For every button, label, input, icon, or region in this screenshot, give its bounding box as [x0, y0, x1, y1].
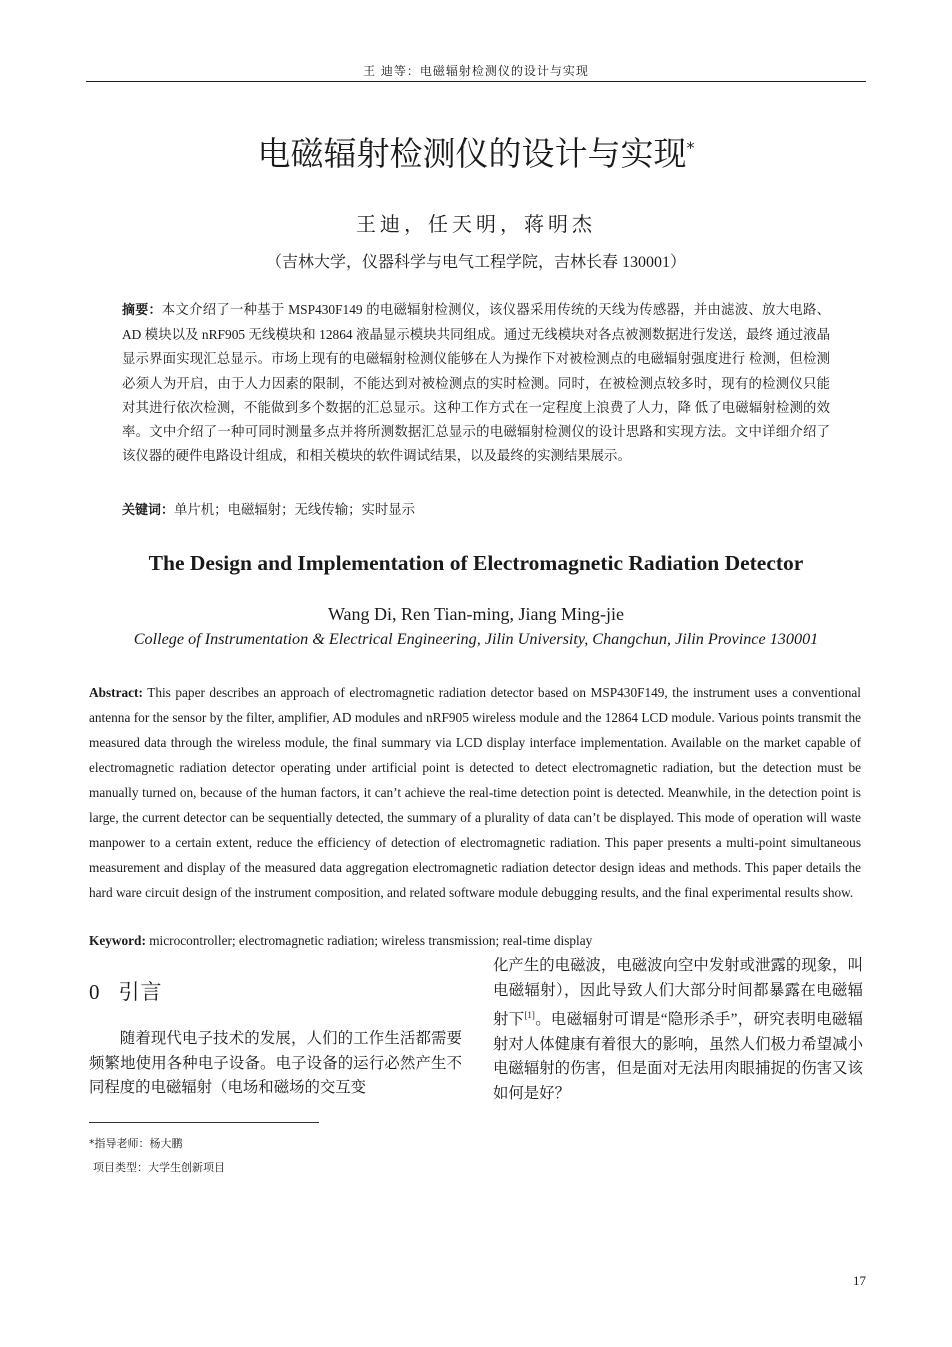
abstract-english	[89, 680, 861, 905]
title-footnote-mark: *	[686, 138, 695, 157]
paper-title-text: 电磁辐射检测仪的设计与实现	[257, 134, 687, 173]
keywords-chinese-text: 单片机；电磁辐射；无线传输；实时显示	[174, 502, 416, 517]
keywords-english-label: Keyword:	[89, 933, 146, 948]
abstract-chinese-label: 摘要：	[122, 303, 162, 318]
running-header: 王 迪等：电磁辐射检测仪的设计与实现	[363, 64, 589, 78]
paper-title	[86, 128, 866, 175]
abstract-english-text: This paper describes an approach of electromagnetic radiation detector based on MSP430F149, the instrument uses a conventional antenna for the sensor by the filter, amplifier, AD modules and nRF905 wireless module and the 12864 LCD module. Various points transmit the measured data through the wireless module, the final summary via LCD display interface implementation. Available on the market capable of electromagnetic radiation detector operating under artificial point is detected to detect electromagnetic radiation, but the detection must be manually turned on, because of the human factors, it can’t achieve the real-time detection point is detected. Meanwhile, in the detection point is large, the current detector can be sequentially detected, the summary of a plurality of data can’t be displayed. This mode of operation will waste manpower to a certain extent, reduce the efficiency of detection of electromagnetic radiation. This paper presents a multi-point simultaneous measurement and display of the measured data aggregation electromagnetic radiation detector design ideas and methods. This paper details the hard ware circuit design of the instrument composition, and related software module debugging results, and the final experimental results show.	[89, 685, 861, 900]
footnote-divider	[89, 1122, 319, 1123]
section-number: 0	[89, 980, 101, 1004]
section-title: 引言	[118, 980, 163, 1004]
paper-title-english: The Design and Implementation of Electromagnetic Radiation Detector	[148, 551, 804, 575]
body-text-after-citation: 。电磁辐射可谓是“隐形杀手”，研究表明电磁辐射对人体健康有着很大的影响，虽然人们极力希望减小电磁辐射的伤害，但是面对无法用肉眼捕捉的伤害又该如何是好？	[493, 1011, 863, 1102]
body-column-left	[89, 1027, 462, 1101]
body-paragraph-left: 随着现代电子技术的发展，人们的工作生活都需要频繁地使用各种电子设备。电子设备的运行必然产生不同程度的电磁辐射（电场和磁场的交互变	[89, 1030, 462, 1096]
keywords-english-text: microcontroller; electromagnetic radiation; wireless transmission; real-time display	[145, 933, 593, 948]
affiliation-english: College of Instrumentation & Electrical Engineering, Jilin University, Changchun, Jilin Province 130001	[133, 630, 819, 648]
affiliation-chinese: （吉林大学，仪器科学与电气工程学院，吉林长春 130001）	[265, 254, 686, 271]
footnote-advisor: *指导老师：杨大鹏	[89, 1137, 183, 1150]
body-text-before-citation: 化产生的电磁波，电磁波向空中发射或泄露的现象，叫电磁辐射），因此导致人们大部分时间都暴露在电磁辐射下	[493, 957, 863, 1029]
header-divider	[86, 81, 866, 82]
authors-english: Wang Di, Ren Tian-ming, Jiang Ming-jie	[327, 604, 625, 624]
citation-ref: [1]	[524, 1010, 535, 1020]
page-number: 17	[853, 1273, 866, 1288]
section-heading	[89, 976, 163, 1006]
abstract-chinese-text: 本文介绍了一种基于 MSP430F149 的电磁辐射检测仪，该仪器采用传统的天线为传感器，并由滤波、放大电路、AD 模块以及 nRF905 无线模块和 12864 液晶显示模块共同组成。通过无线模块对各点被测数据进行发送，最终 通过液晶显示界面实现汇总显示。市场上现有的电磁辐射检测仪能够在人为操作下对被检测点的电磁辐射强度进行 检测，但检测必须人为开启，由于人力因素的限制，不能达到对被检测点的实时检测。同时，在被检测点较多时，现有的检测仪只能对其进行依次检测，不能做到多个数据的汇总显示。这种工作方式在一定程度上浪费了人力，降 低了电磁辐射检测的效率。文中介绍了一种可同时测量多点并将所测数据汇总显示的电磁辐射检测仪的设计思路和实现方法。文中详细介绍了该仪器的硬件电路设计组成，和相关模块的软件调试结果，以及最终的实测结果展示。	[122, 302, 830, 464]
body-column-right	[493, 954, 863, 1106]
keywords-chinese	[122, 498, 830, 523]
abstract-chinese	[122, 298, 830, 468]
authors-chinese: 王迪，任天明，蒋明杰	[356, 214, 596, 236]
footnote-project-type: 项目类型：大学生创新项目	[93, 1161, 225, 1174]
keywords-english	[89, 930, 861, 952]
keywords-chinese-label: 关键词：	[122, 503, 175, 518]
abstract-english-label: Abstract:	[89, 685, 143, 700]
body-paragraph-right	[493, 954, 863, 1106]
